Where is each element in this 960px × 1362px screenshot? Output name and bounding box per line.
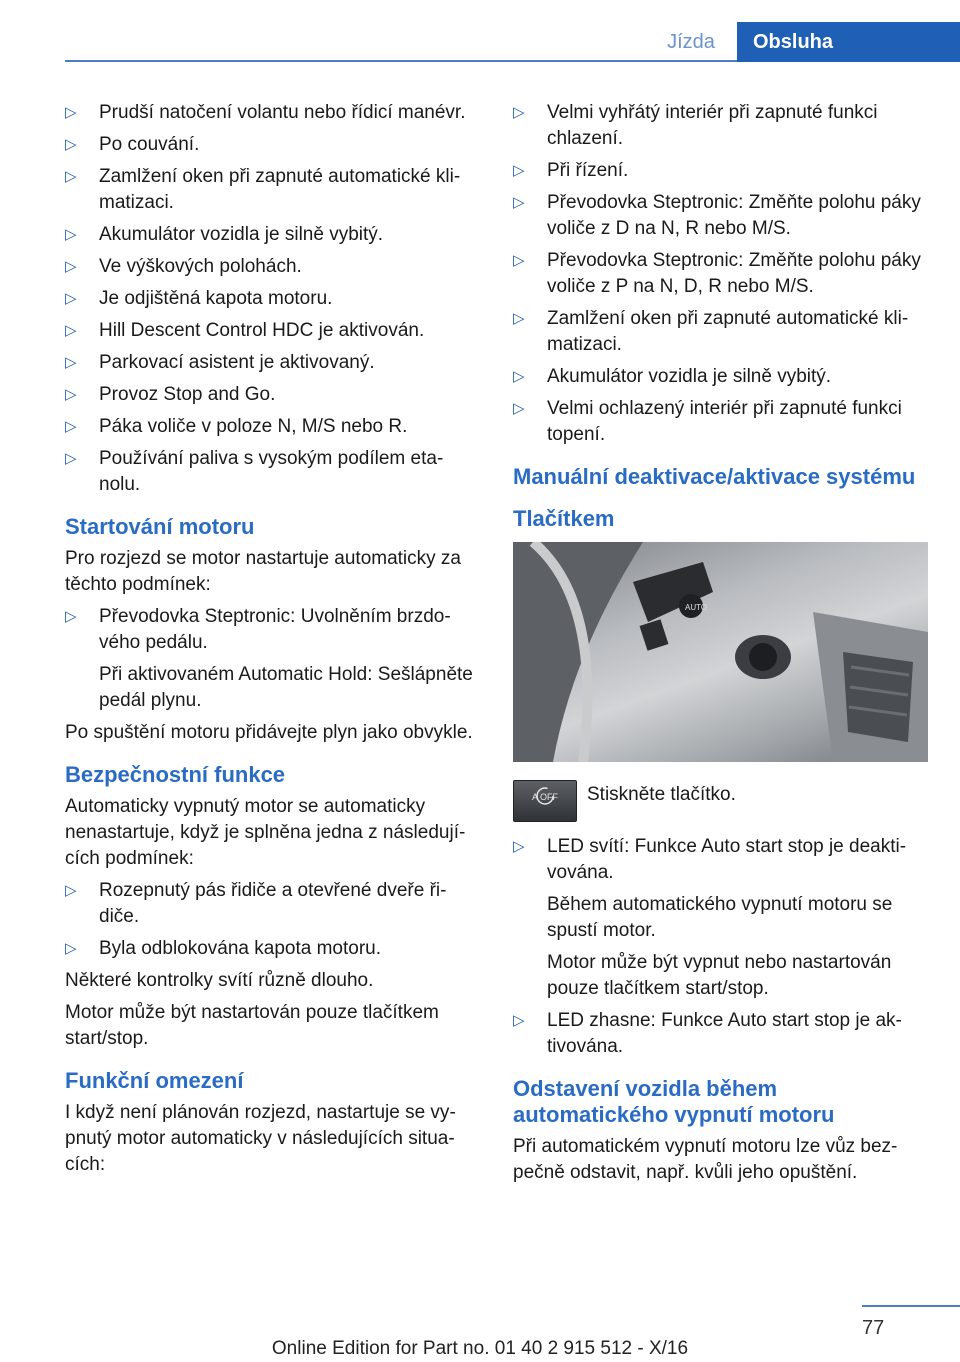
park-text: Při automatickém vypnutí motoru lze vůz bezpečně odstavit, např. kvůli jeho opuštění.: [513, 1136, 898, 1183]
triangle-bullet-icon: ▷: [65, 940, 77, 957]
tab-obsluha[interactable]: Obsluha: [737, 22, 960, 62]
list-item: ▷ Převodovka Steptronic: Uvolněním brzdového pedálu.: [65, 606, 451, 653]
start-intro: Pro rozjezd se motor nastartuje automaticky za těchto podmínek:: [65, 548, 462, 595]
triangle-bullet-icon: ▷: [513, 310, 525, 327]
list-item: ▷ LED zhasne: Funkce Auto start stop je aktivována.: [513, 1010, 902, 1057]
safety-paragraph: Některé kontrolky svítí různě dlouho.: [65, 970, 374, 991]
safety-paragraph: Motor může být nastartován pouze tlačítkem start/stop.: [65, 1002, 439, 1049]
right-column: [513, 100, 928, 1192]
triangle-bullet-icon: ▷: [513, 1012, 525, 1029]
press-text: Stiskněte tlačítko.: [587, 784, 736, 805]
heading-start: Startování motoru: [65, 514, 255, 539]
triangle-bullet-icon: ▷: [65, 104, 77, 121]
edition-footer: Online Edition for Part no. 01 40 2 915 512 - X/16: [271, 1338, 689, 1359]
sub-paragraph: Během automatického vypnutí motoru se spustí motor.: [547, 894, 893, 941]
start-after: Po spuštění motoru přidávejte plyn jako obvykle.: [65, 722, 473, 743]
list-item: ▷ Akumulátor vozidla je silně vybitý.: [65, 222, 477, 248]
triangle-bullet-icon: ▷: [513, 194, 525, 211]
list-item: ▷ Po couvání.: [65, 132, 477, 158]
footer-rule: [862, 1305, 960, 1307]
list-item: ▷ Páka voliče v poloze N, M/S nebo R.: [65, 414, 477, 440]
list-item: ▷ Je odjištěná kapota motoru.: [65, 286, 477, 312]
heading-manual: Manuální deaktivace/aktivace systému: [513, 464, 916, 489]
triangle-bullet-icon: ▷: [513, 104, 525, 121]
steering-column-photo: [513, 542, 928, 762]
list-item: ▷ Při řízení.: [513, 158, 928, 184]
heading-limit: Funkční omezení: [65, 1068, 244, 1093]
list-item: ▷ Ve výškových polohách.: [65, 254, 477, 280]
triangle-bullet-icon: ▷: [65, 322, 77, 339]
triangle-bullet-icon: ▷: [65, 168, 77, 185]
steering-column-illustration: [513, 542, 928, 762]
conditions-list: [65, 100, 477, 498]
list-item: ▷ Zamlžení oken při zapnuté automatické klimatizaci.: [513, 308, 909, 355]
list-item: ▷ LED svítí: Funkce Auto start stop je deaktivována.: [513, 836, 907, 883]
safety-intro: Automaticky vypnutý motor se automaticky nenastartuje, když je splněna jedna z následujících podmínek:: [65, 796, 466, 869]
triangle-bullet-icon: ▷: [65, 450, 77, 467]
page-number: 77: [862, 1317, 885, 1339]
auto-glyph-text: A OFF: [531, 792, 559, 802]
button-instruction: [513, 780, 928, 826]
list-item: ▷ Hill Descent Control HDC je aktivován.: [65, 318, 477, 344]
left-column: [65, 100, 477, 1184]
list-item: ▷ Zamlžení oken při zapnuté automatické klimatizaci.: [65, 166, 461, 213]
sub-paragraph: Při aktivovaném Automatic Hold: Sešlápněte pedál plynu.: [99, 664, 473, 711]
auto-start-stop-button-icon: [513, 780, 577, 822]
list-item: ▷ Parkovací asistent je aktivovaný.: [65, 350, 477, 376]
list-item: ▷ Převodovka Steptronic: Změňte polohu páky voliče z P na N, D, R nebo M/S.: [513, 250, 921, 297]
triangle-bullet-icon: ▷: [65, 386, 77, 403]
auto-start-stop-glyph: [514, 781, 576, 821]
heading-button: Tlačítkem: [513, 506, 615, 531]
triangle-bullet-icon: ▷: [65, 226, 77, 243]
heading-safety: Bezpečnostní funkce: [65, 762, 286, 787]
triangle-bullet-icon: ▷: [65, 882, 77, 899]
triangle-bullet-icon: ▷: [65, 290, 77, 307]
list-item: ▷ Velmi vyhřátý interiér při zapnuté funkci chlazení.: [513, 102, 878, 149]
list-item: ▷ Velmi ochlazený interiér při zapnuté funkci topení.: [513, 398, 902, 445]
limit-text: I když není plánován rozjezd, nastartuje se vypnutý motor automaticky v následujících situacích:: [65, 1102, 456, 1175]
knob-label: AUTO: [685, 603, 708, 612]
triangle-bullet-icon: ▷: [65, 258, 77, 275]
triangle-bullet-icon: ▷: [513, 838, 525, 855]
list-item: ▷ Akumulátor vozidla je silně vybitý.: [513, 364, 928, 390]
triangle-bullet-icon: ▷: [65, 418, 77, 435]
sub-paragraph: Motor může být vypnut nebo nastartován pouze tlačítkem start/stop.: [547, 952, 892, 999]
list-item: ▷ Rozepnutý pás řidiče a otevřené dveře řidiče.: [65, 880, 447, 927]
tab-jizda[interactable]: Jízda: [667, 31, 715, 53]
triangle-bullet-icon: ▷: [65, 608, 77, 625]
triangle-bullet-icon: ▷: [513, 162, 525, 179]
list-item: ▷ Používání paliva s vysokým podílem etanolu.: [65, 448, 444, 495]
list-item: ▷ Byla odblokována kapota motoru.: [65, 936, 477, 962]
heading-park: Odstavení vozidla během automatického vypnutí motoru: [513, 1076, 835, 1127]
triangle-bullet-icon: ▷: [513, 400, 525, 417]
triangle-bullet-icon: ▷: [65, 136, 77, 153]
conditions-list-continued: [513, 100, 928, 448]
triangle-bullet-icon: ▷: [65, 354, 77, 371]
list-item: ▷ Provoz Stop and Go.: [65, 382, 477, 408]
list-item: ▷ Prudší natočení volantu nebo řídicí manévr.: [65, 100, 477, 126]
triangle-bullet-icon: ▷: [513, 368, 525, 385]
list-item: ▷ Převodovka Steptronic: Změňte polohu páky voliče z D na N, R nebo M/S.: [513, 192, 921, 239]
triangle-bullet-icon: ▷: [513, 252, 525, 269]
